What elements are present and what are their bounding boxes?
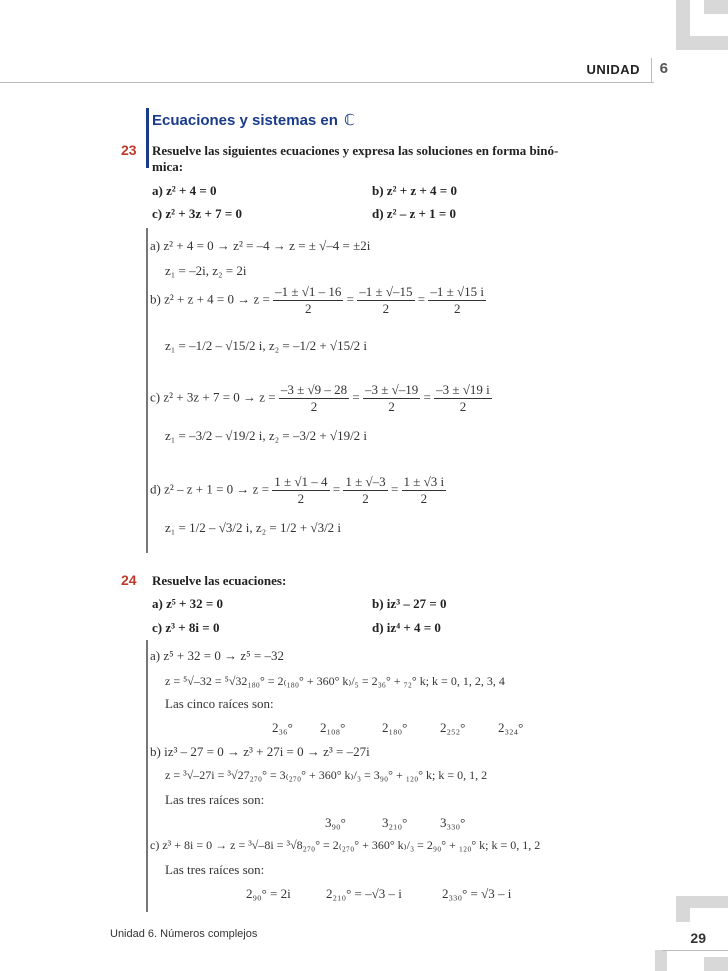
solution-line: a) z⁵ + 32 = 0 → z⁵ = –32 [150, 648, 284, 663]
fraction-denominator: 2 [388, 399, 395, 414]
solution-line: a) z² + 4 = 0 → z² = –4 → z = ± √–4 = ±2i [150, 238, 371, 253]
root-value: 2₂₅₂° [440, 720, 466, 735]
solution-equation: d) z² – z + 1 = 0 → z = $\frac{1 \pm √1 - 4}{2}$ = $\frac{1 \pm √-3}{2}$ = $\frac{1 \pm √3 i}{2}$ [150, 474, 445, 506]
solution-line: z₁ = 1/2 – √3/2 i, z₂ = 1/2 + √3/2 i [165, 520, 342, 535]
fraction-denominator: 2 [362, 491, 369, 506]
footer-rule [662, 950, 728, 951]
fraction [428, 284, 486, 317]
fraction-denominator: 2 [459, 399, 467, 414]
exercise-number: 23 [121, 142, 137, 158]
fraction [357, 284, 414, 317]
solution-line: z = ⁵√–32 = ⁵√32₁₈₀° = 2₍₁₈₀° + 360° k₎/₅ = 2₃₆° + ₇₂° k; k = 0, 1, 2, 3, 4 [165, 674, 505, 688]
root-value: 2₁₈₀° [382, 720, 408, 735]
header-rule [0, 82, 654, 83]
fraction-denominator: 2 [305, 301, 312, 316]
fraction-denominator: 2 [297, 491, 305, 506]
exercise-item: b) iz³ – 27 = 0 [372, 596, 447, 611]
exercise-statement: Resuelve las ecuaciones: [152, 573, 287, 588]
root-value: 2₃₃₀° = √3 – i [442, 886, 512, 901]
fraction-denominator: 2 [420, 491, 428, 506]
solution-line: c) z³ + 8i = 0 → z = ³√–8i = ³√8₂₇₀° = 2₍₂₇₀° + 360° k₎/₃ = 2₉₀° + ₁₂₀° k; k = 0, 1, 2 [150, 838, 541, 852]
exercise-item: c) z³ + 8i = 0 [152, 620, 220, 635]
fraction [343, 474, 387, 507]
solution-line: Las tres raíces son: [165, 792, 265, 807]
solution-line: z₁ = –2i, z₂ = 2i [165, 263, 247, 278]
root-value: 2₁₀₈° [320, 720, 346, 735]
page-number: 29 [690, 930, 706, 946]
root-value: 2₃₆° [272, 720, 293, 735]
equation-lhs: d) z² – z + 1 = 0 → z = [150, 481, 270, 497]
exercise-statement: Resuelve las siguientes ecuaciones y expresa las soluciones en forma binó- [152, 143, 559, 158]
root-value: 2₃₂₄° [498, 720, 524, 735]
fraction [363, 382, 420, 415]
solution-line: Las cinco raíces son: [165, 696, 274, 711]
exercise-number: 24 [121, 572, 137, 588]
fraction-numerator: –3 ± √9 – 28 [280, 382, 348, 397]
footer-text: Unidad 6. Números complejos [110, 928, 258, 940]
solution-equation: b) z² + z + 4 = 0 → z = $\frac{-1 \pm √1 - 16}{2}$ = $\frac{-1 \pm √-15}{2}$ = $\frac{-1 \pm √15 i}{2}$ [150, 284, 485, 316]
equation-lhs: c) z² + 3z + 7 = 0 → z = [150, 389, 276, 405]
root-value: 3₃₃₀° [440, 815, 466, 830]
fraction-numerator: 1 ± √–3 [345, 474, 386, 489]
fraction [273, 284, 343, 317]
solution-bar [146, 228, 148, 553]
solution-line: z₁ = –1/2 – √15/2 i, z₂ = –1/2 + √15/2 i [165, 338, 368, 353]
fraction-numerator: 1 ± √1 – 4 [274, 474, 328, 489]
section-title [152, 111, 354, 129]
exercise-item: a) z² + 4 = 0 [152, 183, 217, 198]
fraction-numerator: –3 ± √19 i [436, 382, 490, 397]
root-value: 3₂₁₀° [382, 815, 408, 830]
fraction-denominator: 2 [382, 301, 390, 316]
complex-set-symbol: ℂ [343, 111, 355, 129]
corner-decoration [655, 950, 667, 971]
exercise-item: d) z² – z + 1 = 0 [372, 206, 457, 221]
fraction [402, 474, 447, 507]
fraction-denominator: 2 [310, 399, 318, 414]
root-value: 2₉₀° = 2i [246, 886, 291, 901]
solution-line: z₁ = –3/2 – √19/2 i, z₂ = –3/2 + √19/2 i [165, 428, 368, 443]
corner-decoration [704, 0, 728, 14]
exercise-item: d) iz⁴ + 4 = 0 [372, 620, 441, 635]
exercise-statement: mica: [152, 159, 184, 174]
root-value: 2₂₁₀° = –√3 – i [326, 886, 402, 901]
root-value: 3₉₀° [325, 815, 346, 830]
section-bar [146, 108, 149, 168]
solution-bar [146, 640, 148, 912]
fraction [279, 382, 349, 415]
section-title-text: Ecuaciones y sistemas en [152, 112, 338, 129]
fraction-numerator: 1 ± √3 i [403, 474, 445, 489]
solution-line: Las tres raíces son: [165, 862, 265, 877]
unit-label: UNIDAD [586, 62, 640, 77]
corner-decoration [690, 896, 728, 908]
fraction-denominator: 2 [453, 301, 461, 316]
corner-decoration [676, 896, 690, 922]
fraction [434, 382, 492, 415]
fraction-numerator: –1 ± √–15 [359, 284, 413, 299]
fraction-numerator: –1 ± √1 – 16 [275, 284, 342, 299]
solution-line: b) iz³ – 27 = 0 → z³ + 27i = 0 → z³ = –27i [150, 744, 370, 759]
unit-number: 6 [659, 60, 668, 77]
fraction-numerator: –3 ± √–19 [365, 382, 419, 397]
corner-decoration [704, 957, 728, 971]
equation-lhs: b) z² + z + 4 = 0 → z = [150, 291, 270, 307]
exercise-item: a) z⁵ + 32 = 0 [152, 596, 224, 611]
solution-equation: c) z² + 3z + 7 = 0 → z = $\frac{-3 \pm √9 - 28}{2}$ = $\frac{-3 \pm √-19}{2}$ = $\frac{-3 \pm √19 i}{2}$ [150, 382, 490, 414]
corner-decoration [690, 36, 728, 50]
solution-line: z = ³√–27i = ³√27₂₇₀° = 3₍₂₇₀° + 360° k₎/₃ = 3₉₀° + ₁₂₀° k; k = 0, 1, 2 [165, 768, 488, 782]
corner-decoration [676, 0, 690, 50]
fraction [272, 474, 329, 507]
exercise-item: b) z² + z + 4 = 0 [372, 183, 457, 198]
exercise-item: c) z² + 3z + 7 = 0 [152, 206, 243, 221]
fraction-numerator: –1 ± √15 i [430, 284, 485, 299]
